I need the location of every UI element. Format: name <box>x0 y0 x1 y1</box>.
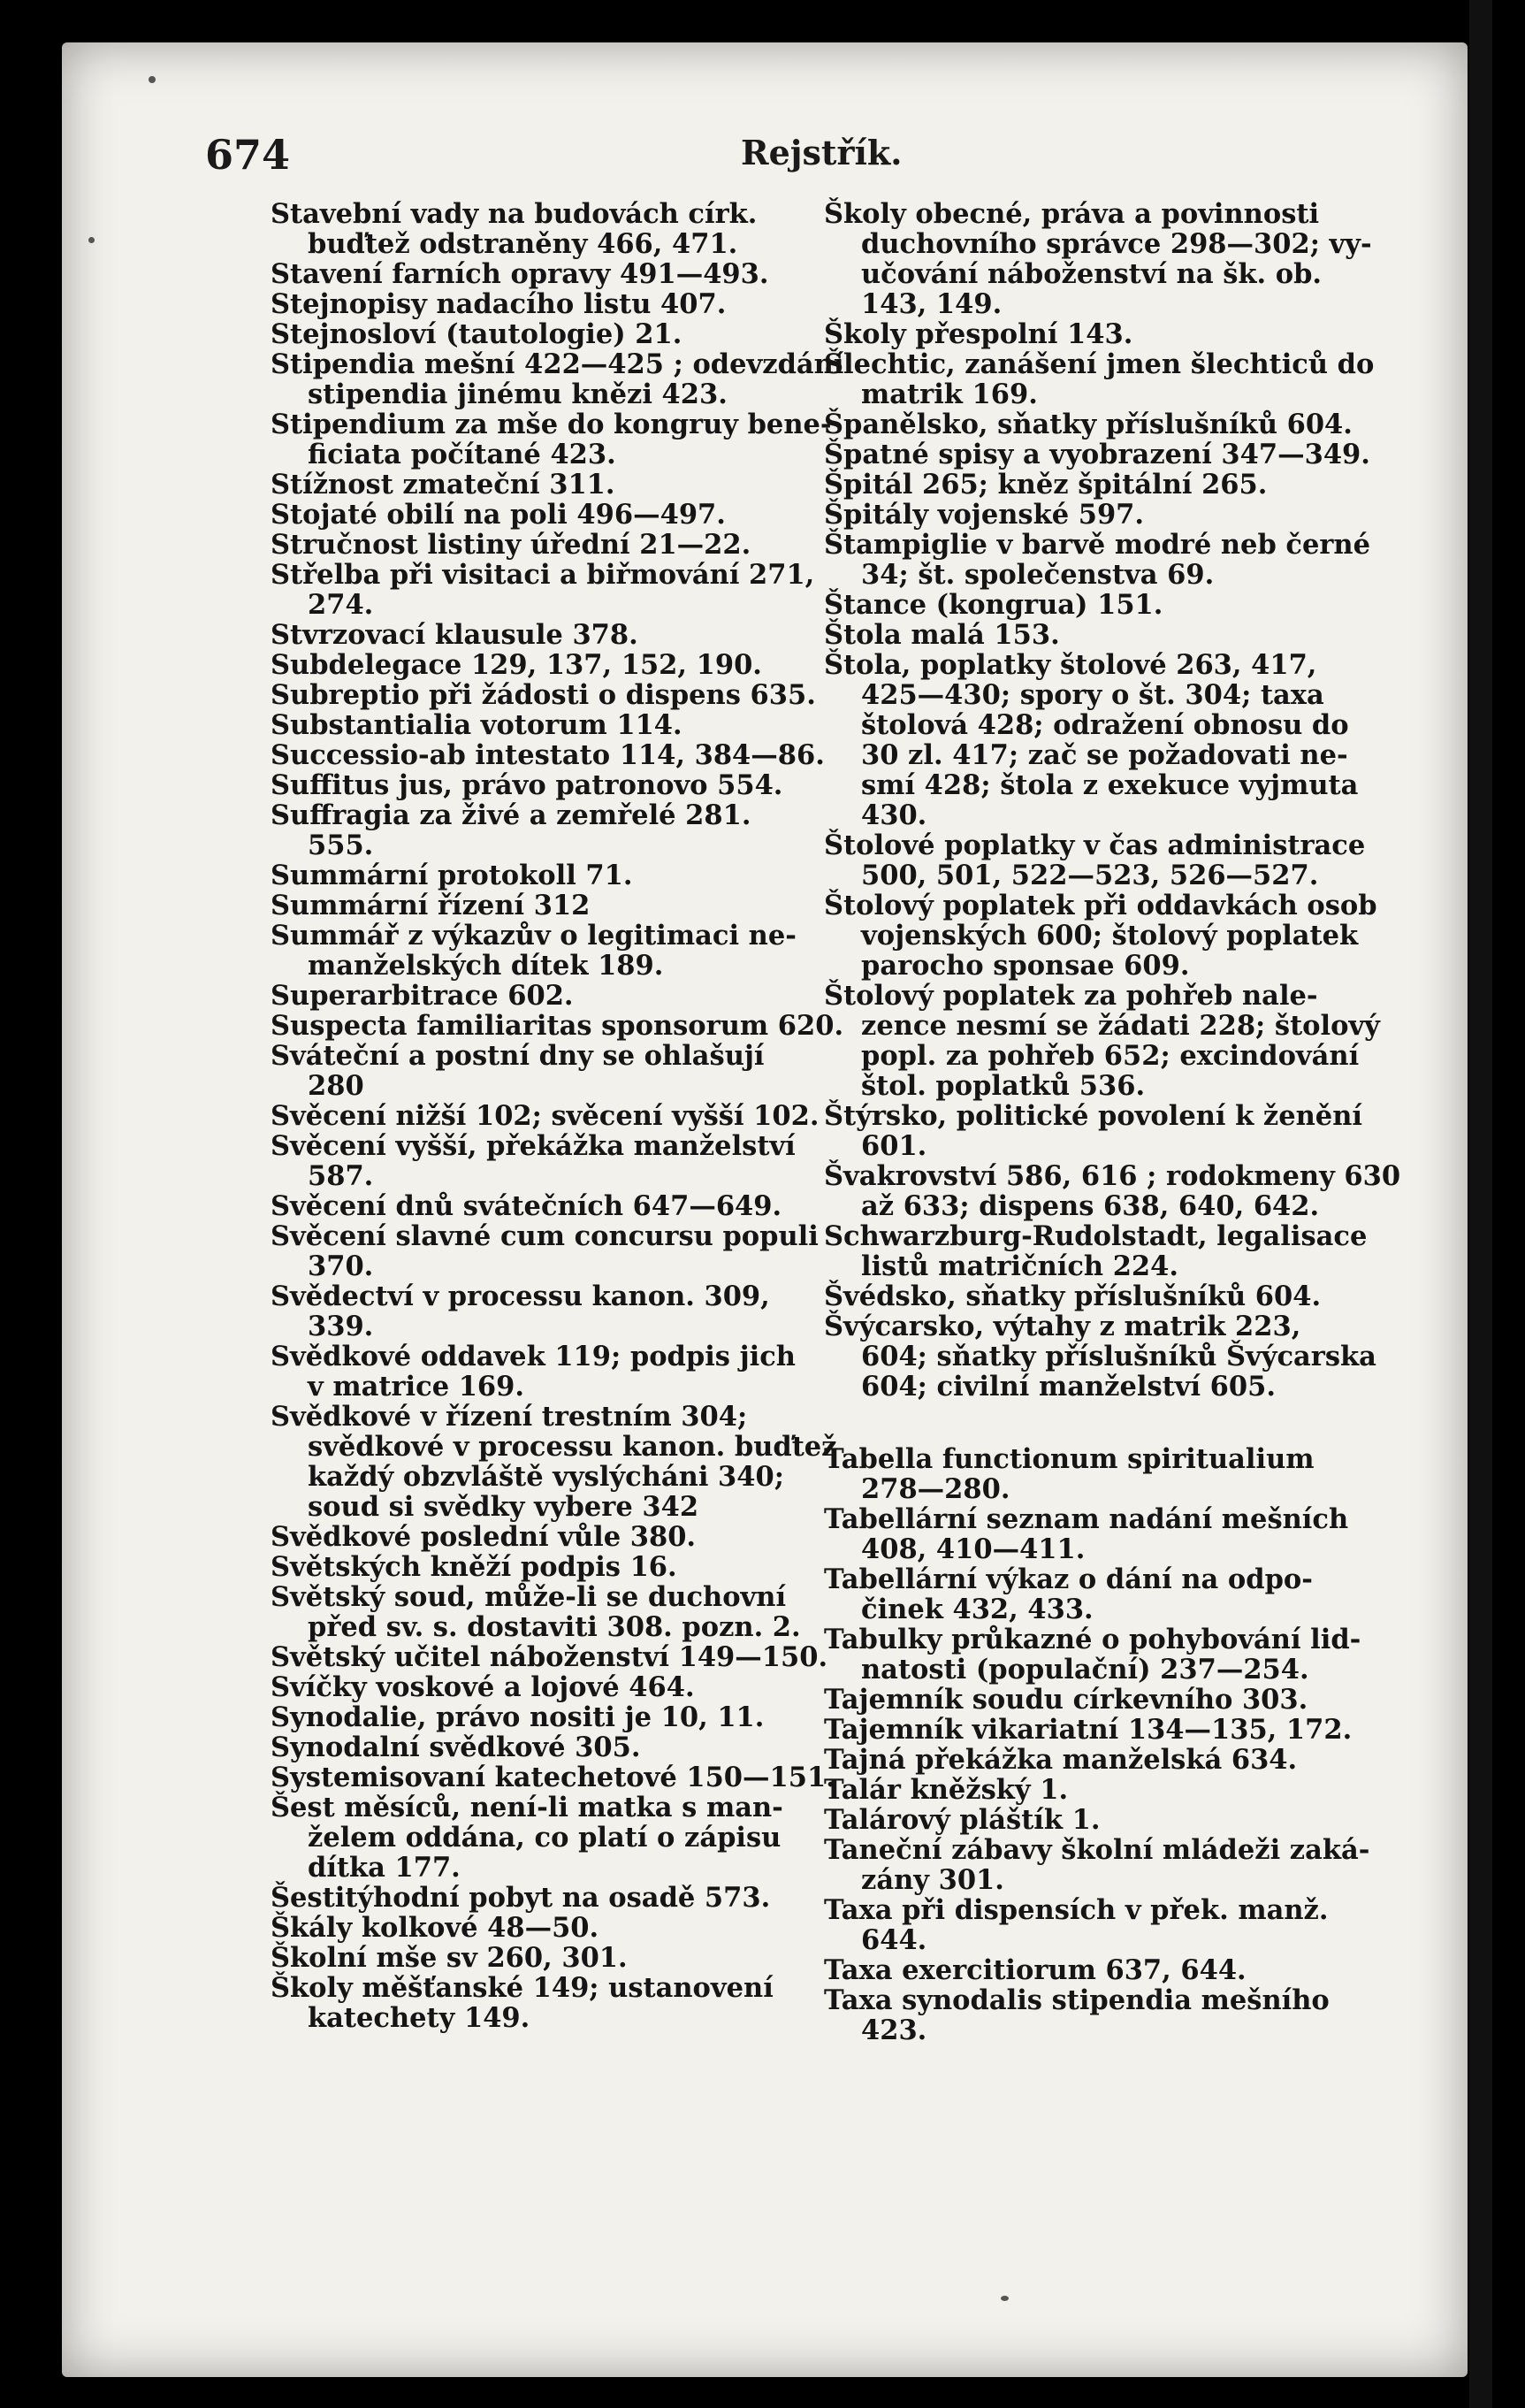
index-entry-line: štol. poplatků 536. <box>861 1070 1146 1102</box>
index-entry-line: buďtež odstraněny 466, 471. <box>308 228 738 260</box>
running-head: Rejstřík. <box>741 133 903 172</box>
index-entry-line: Svěcení nižší 102; svěcení vyšší 102. <box>271 1100 820 1132</box>
index-entry <box>824 1955 1346 1985</box>
index-entry-line: Tabella functionum spiritualium <box>824 1443 1315 1475</box>
index-entry <box>271 319 792 349</box>
index-entry-line: Šestitýhodní pobyt na osadě 573. <box>271 1882 771 1914</box>
index-entry-line: popl. za pohřeb 652; excindování <box>861 1040 1360 1072</box>
index-entry-line: 601. <box>861 1130 927 1162</box>
index-entry <box>824 1834 1370 1896</box>
index-entry <box>824 1100 1362 1162</box>
index-entry-line: Synodalie, právo nositi je 10, 11. <box>271 1701 765 1733</box>
index-entry <box>271 1913 792 1943</box>
index-entry <box>271 1041 792 1101</box>
index-entry <box>824 1311 1376 1403</box>
index-entry-line: Synodalní svědkové 305. <box>271 1731 641 1763</box>
index-entry-line: Štýrsko, politické povolení k ženění <box>824 1100 1362 1132</box>
index-entry <box>271 710 792 740</box>
index-entry-line: 425—430; spory o št. 304; taxa <box>861 679 1324 711</box>
index-entry <box>271 1010 844 1042</box>
index-entry <box>824 1281 1346 1311</box>
index-entry-line: Štolové poplatky v čas administrace <box>824 829 1366 861</box>
index-entry <box>824 1564 1346 1624</box>
index-entry-line: Systemisovaní katechetové 150—151. <box>271 1762 835 1793</box>
index-entry-line: želem oddána, co platí o zápisu <box>308 1822 782 1854</box>
index-entry-line: Svěcení slavné cum concursu populi <box>271 1220 819 1252</box>
index-entry-line: Taxa exercitiorum 637, 644. <box>824 1954 1247 1986</box>
index-entry-line: Stvrzovací klausule 378. <box>271 619 638 651</box>
index-entry <box>824 1685 1346 1715</box>
index-entry-line: učování náboženství na šk. ob. <box>861 258 1323 290</box>
index-entry-line: stipendia jinému knězi 423. <box>308 378 728 410</box>
index-entry <box>824 829 1366 891</box>
index-entry-line: Stipendia mešní 422—425 ; odevzdání <box>271 348 844 380</box>
index-entry-line: svědkové v processu kanon. buďtež <box>308 1431 837 1463</box>
index-entry-line: smí 428; štola z exekuce vyjmuta <box>861 769 1359 801</box>
index-entry <box>271 1401 837 1523</box>
index-entry-line: Superarbitrace 602. <box>271 980 574 1012</box>
index-entry-line: 34; št. společenstva 69. <box>861 559 1215 591</box>
index-entry-line: soud si svědky vybere 342 <box>308 1491 699 1523</box>
index-entry-line: 500, 501, 522—523, 526—527. <box>861 860 1319 891</box>
index-entry-line: Summární řízení 312 <box>271 890 591 921</box>
index-entry-line: Šlechtic, zanášení jmen šlechticů do <box>824 348 1375 380</box>
index-entry-line: Stejnosloví (tautologie) 21. <box>271 318 682 350</box>
index-entry <box>824 649 1359 831</box>
index-entry-line: Švýcarsko, výtahy z matrik 223, <box>824 1311 1301 1342</box>
index-entry-line: Špitály vojenské 597. <box>824 499 1145 531</box>
index-entry-line: 143, 149. <box>861 288 1003 320</box>
page-number: 674 <box>205 131 291 179</box>
index-entry-line: Successio-ab intestato 114, 384—86. <box>271 739 825 771</box>
index-entry-line: Tabulky průkazné o pohybování lid- <box>824 1624 1361 1655</box>
index-entry <box>824 1985 1346 2045</box>
index-entry-line: 423. <box>861 2014 927 2046</box>
index-entry <box>824 348 1375 410</box>
index-entry-line: Suffitus jus, právo patronovo 554. <box>271 769 783 801</box>
index-entry-line: činek 432, 433. <box>861 1594 1094 1625</box>
index-entry-line: Svědkové oddavek 119; podpis jich <box>271 1341 796 1372</box>
index-entry <box>271 409 832 470</box>
index-entry-line: Svíčky voskové a lojové 464. <box>271 1671 695 1703</box>
index-entry-line: Suspecta familiaritas sponsorum 620. <box>271 1010 844 1042</box>
index-entry <box>271 1943 792 1973</box>
scan-speck <box>149 76 156 83</box>
index-entry-line: Tabellární výkaz o dání na odpo- <box>824 1563 1313 1595</box>
index-entry <box>824 1160 1401 1222</box>
index-entry <box>271 500 792 530</box>
index-entry <box>271 800 792 860</box>
index-entry <box>271 1220 819 1282</box>
index-entry-line: Švédsko, sňatky příslušníků 604. <box>824 1280 1322 1312</box>
index-entry-line: Subdelegace 129, 137, 152, 190. <box>271 649 762 681</box>
index-entry-line: v matrice 169. <box>308 1371 524 1403</box>
index-entry-line: duchovního správce 298—302; vy- <box>861 228 1372 260</box>
index-entry <box>271 1973 792 2033</box>
index-entry-line: Talár kněžský 1. <box>824 1774 1069 1806</box>
index-entry-line: Štolový poplatek při oddavkách osob <box>824 890 1377 921</box>
index-entry <box>824 500 1346 530</box>
index-entry-line: 555. <box>308 829 374 861</box>
index-entry-line: Summární protokoll 71. <box>271 860 633 891</box>
index-entry <box>271 470 792 500</box>
index-entry <box>271 289 792 319</box>
index-column-right <box>824 198 1401 2046</box>
page-edge-shadow <box>1469 0 1492 2408</box>
index-entry <box>271 679 816 711</box>
index-entry <box>824 1444 1346 1504</box>
index-entry <box>824 1714 1353 1746</box>
index-entry-line: Svědectví v processu kanon. 309, <box>271 1280 770 1312</box>
index-entry <box>271 1341 796 1403</box>
index-entry <box>271 1702 792 1732</box>
index-entry <box>271 981 792 1011</box>
index-entry-line: listů matričních 224. <box>861 1250 1178 1282</box>
index-entry-line: Sváteční a postní dny se ohlašují <box>271 1040 765 1072</box>
index-entry-line: zence nesmí se žádati 228; štolový <box>861 1010 1380 1042</box>
index-entry-line: Svěcení dnů svátečních 647—649. <box>271 1190 782 1222</box>
index-entry <box>271 1732 792 1762</box>
index-entry-line: 370. <box>308 1250 374 1282</box>
index-entry <box>271 1883 792 1913</box>
index-entry-line: Stipendium za mše do kongruy bene- <box>271 409 832 440</box>
index-entry-line: Štola malá 153. <box>824 619 1060 651</box>
index-entry-line: 274. <box>308 589 374 621</box>
index-entry-line: Střelba při visitaci a biřmování 271, <box>271 559 815 591</box>
scan-speck <box>88 237 95 243</box>
index-entry-line: dítka 177. <box>308 1852 461 1884</box>
index-entry-line: Štola, poplatky štolové 263, 417, <box>824 649 1317 681</box>
index-entry-line: Tajemník soudu církevního 303. <box>824 1684 1308 1716</box>
index-entry-line: Štolový poplatek za pohřeb nale- <box>824 980 1318 1012</box>
index-entry-line: Svěcení vyšší, překážka manželství <box>271 1130 796 1162</box>
index-entry-line: Škály kolkové 48—50. <box>271 1912 599 1944</box>
index-entry <box>824 1503 1349 1565</box>
index-entry-line: Stojaté obilí na poli 496—497. <box>271 499 726 531</box>
index-entry-line: Stavení farních opravy 491—493. <box>271 258 769 290</box>
index-entry-line: Stížnost zmateční 311. <box>271 469 615 501</box>
index-entry-line: Světských kněží podpis 16. <box>271 1551 677 1583</box>
index-entry <box>824 1220 1368 1282</box>
index-entry <box>271 1281 792 1342</box>
index-entry <box>824 620 1346 650</box>
index-entry-line: Štampiglie v barvě modré neb černé <box>824 529 1371 561</box>
index-entry-line: natosti (populační) 237—254. <box>861 1654 1309 1686</box>
index-entry-line: 339. <box>308 1311 374 1342</box>
index-entry <box>271 530 792 560</box>
index-entry <box>824 980 1380 1102</box>
index-entry <box>824 1775 1346 1805</box>
index-entry <box>824 198 1372 320</box>
index-entry <box>824 409 1353 440</box>
index-entry <box>824 439 1370 470</box>
index-entry-line: 644. <box>861 1924 927 1956</box>
index-entry <box>271 920 797 982</box>
index-entry-line: každý obzvláště vyslýcháni 340; <box>308 1461 784 1493</box>
index-entry-line: Školy měšťanské 149; ustanovení <box>271 1972 774 2004</box>
index-entry-line: Substantialia votorum 114. <box>271 709 682 741</box>
index-entry-line: Stavební vady na budovách círk. <box>271 198 758 230</box>
index-entry <box>824 1745 1346 1775</box>
index-entry <box>824 470 1346 500</box>
index-entry-line: parocho sponsae 609. <box>861 950 1190 982</box>
index-entry-line: Tajemník vikariatní 134—135, 172. <box>824 1714 1353 1746</box>
index-entry <box>271 650 792 680</box>
index-entry-line: Talárový pláštík 1. <box>824 1804 1101 1836</box>
index-entry <box>824 1805 1346 1835</box>
section-gap <box>824 1402 1346 1444</box>
index-entry <box>271 1522 792 1552</box>
index-entry-line: 408, 410—411. <box>861 1533 1086 1565</box>
index-entry-line: 604; civilní manželství 605. <box>861 1371 1276 1403</box>
index-entry <box>271 739 825 771</box>
index-entry-line: až 633; dispens 638, 640, 642. <box>861 1190 1320 1222</box>
index-entry-line: Summář z výkazův o legitimaci ne- <box>271 920 797 952</box>
index-entry-line: Štance (kongrua) 151. <box>824 589 1163 621</box>
index-entry-line: Taneční zábavy školní mládeži zaká- <box>824 1834 1370 1866</box>
index-entry-line: zány 301. <box>861 1864 1004 1896</box>
index-entry <box>271 1100 820 1132</box>
index-entry-line: Schwarzburg-Rudolstadt, legalisace <box>824 1220 1368 1252</box>
index-entry-line: Stručnost listiny úřední 21—22. <box>271 529 751 561</box>
index-entry-line: Špitál 265; kněz špitální 265. <box>824 469 1268 501</box>
index-entry <box>271 1672 792 1702</box>
index-entry-line: 587. <box>308 1160 374 1192</box>
index-entry-line: 30 zl. 417; zač se požadovati ne- <box>861 739 1348 771</box>
index-entry-line: Stejnopisy nadacího listu 407. <box>271 288 727 320</box>
index-entry <box>271 1641 828 1673</box>
index-entry <box>824 1624 1361 1686</box>
index-entry-line: Tajná překážka manželská 634. <box>824 1744 1298 1776</box>
index-entry-line: Svědkové poslední vůle 380. <box>271 1521 697 1553</box>
index-entry-line: matrik 169. <box>861 378 1038 410</box>
index-entry-line: štolová 428; odražení obnosu do <box>861 709 1349 741</box>
index-entry-line: Suffragia za živé a zemřelé 281. <box>271 799 751 831</box>
index-entry <box>271 1191 792 1221</box>
index-entry-line: 278—280. <box>861 1473 1010 1505</box>
index-entry-line: Světský učitel náboženství 149—150. <box>271 1641 828 1673</box>
index-entry-line: před sv. s. dostaviti 308. pozn. 2. <box>308 1611 801 1643</box>
index-entry-line: Školy přespolní 143. <box>824 318 1133 350</box>
index-entry-line: Špatné spisy a vyobrazení 347—349. <box>824 439 1370 470</box>
index-entry-line: 280 <box>308 1070 364 1102</box>
index-entry-line: Taxa synodalis stipendia mešního <box>824 1984 1330 2016</box>
index-entry-line: Subreptio při žádosti o dispens 635. <box>271 679 816 711</box>
index-entry-line: Šest měsíců, není-li matka s man- <box>271 1792 783 1823</box>
index-entry <box>271 1793 792 1883</box>
index-entry-line: Školní mše sv 260, 301. <box>271 1942 628 1974</box>
index-entry-line: Školy obecné, práva a povinnosti <box>824 198 1320 230</box>
index-entry <box>271 1552 792 1582</box>
index-entry-line: 604; sňatky příslušníků Švýcarska <box>861 1341 1376 1372</box>
index-entry <box>271 1130 796 1192</box>
index-entry <box>824 590 1346 620</box>
index-entry <box>271 348 844 410</box>
index-entry-line: vojenských 600; štolový poplatek <box>861 920 1359 952</box>
index-entry-line: Světský soud, může-li se duchovní <box>271 1581 787 1613</box>
index-entry <box>824 890 1377 982</box>
index-entry <box>271 199 792 259</box>
index-entry-line: 430. <box>861 799 927 831</box>
index-entry-line: Tabellární seznam nadání mešních <box>824 1503 1349 1535</box>
index-entry-line: Švakrovství 586, 616 ; rodokmeny 630 <box>824 1160 1401 1192</box>
index-entry-line: manželských dítek 189. <box>308 950 664 982</box>
index-entry-line: Svědkové v řízení trestním 304; <box>271 1401 748 1433</box>
index-entry-line: katechety 149. <box>308 2002 530 2034</box>
index-entry <box>271 1581 801 1643</box>
index-entry <box>271 559 815 621</box>
index-entry-line: Taxa při dispensích v přek. manž. <box>824 1894 1329 1926</box>
scan-speck <box>1001 2296 1009 2301</box>
index-entry <box>271 860 792 891</box>
index-entry <box>271 259 792 289</box>
index-entry <box>824 1895 1346 1955</box>
index-entry-line: Španělsko, sňatky příslušníků 604. <box>824 409 1353 440</box>
index-entry-line: ficiata počítané 423. <box>308 439 616 470</box>
index-column-left <box>271 198 844 2034</box>
index-entry <box>271 1762 835 1793</box>
index-entry <box>824 319 1346 349</box>
index-entry <box>271 770 792 800</box>
index-entry <box>271 891 792 921</box>
index-entry <box>824 529 1371 591</box>
index-entry <box>271 620 792 650</box>
